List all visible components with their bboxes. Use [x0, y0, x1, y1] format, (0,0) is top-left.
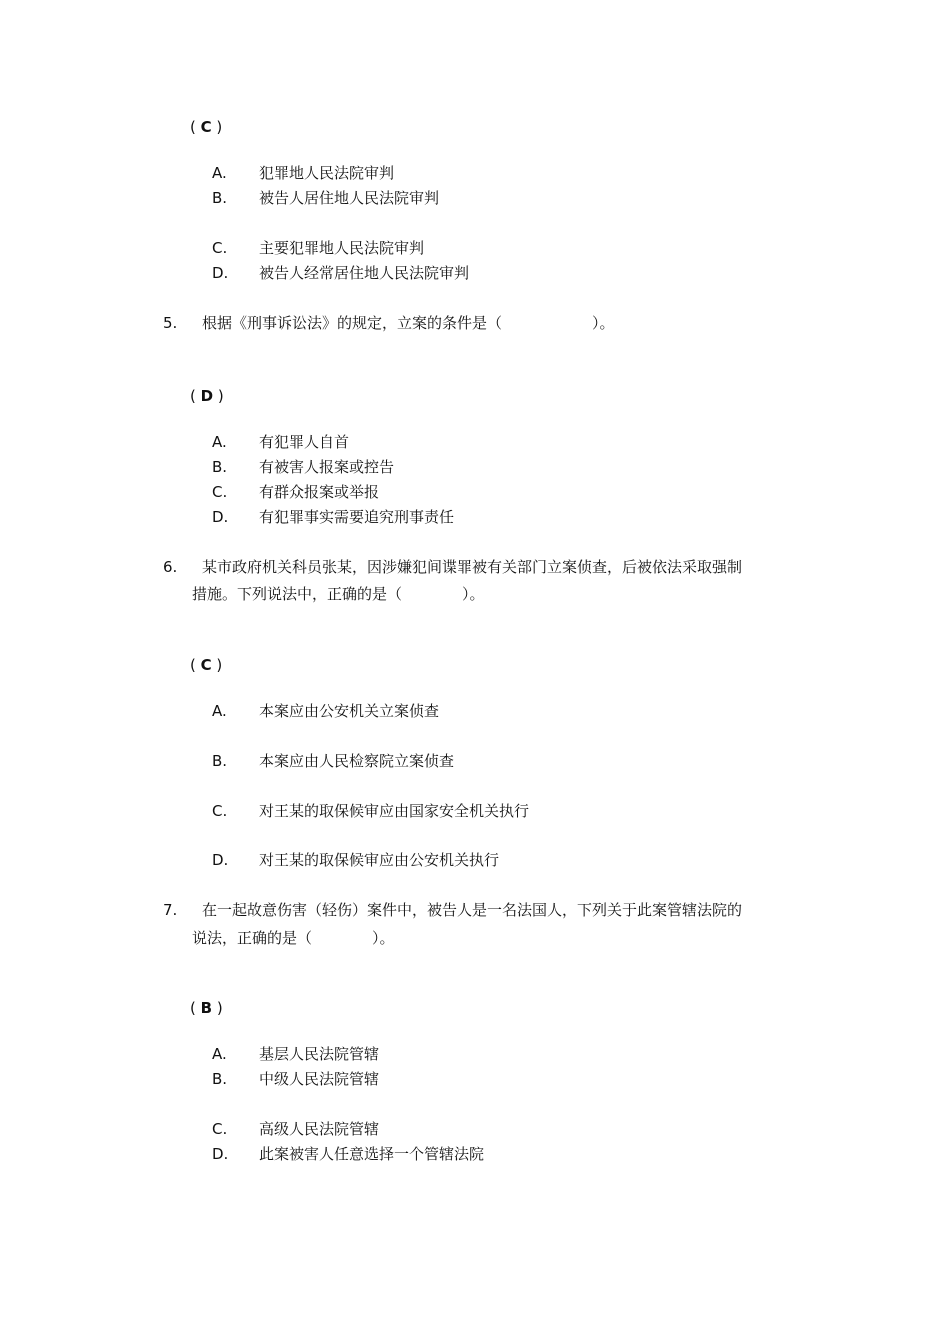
option-letter: A. [212, 433, 227, 451]
answer-line: ( C ) [190, 656, 223, 674]
option-text: 有犯罪人自首 [259, 433, 350, 451]
answer-value: B [200, 999, 213, 1017]
option-text: 高级人民法院管辖 [259, 1120, 380, 1138]
answer-line: ( C ) [190, 118, 223, 136]
option-letter: D. [212, 851, 229, 869]
answer-value: C [200, 118, 212, 136]
answer-line: ( B ) [190, 999, 223, 1017]
option-letter: B. [212, 752, 228, 770]
question-number: 6. [163, 558, 178, 576]
option-text: 被告人经常居住地人民法院审判 [259, 264, 470, 282]
question-text: 某市政府机关科员张某，因涉嫌犯间谍罪被有关部门立案侦查，后被依法采取强制 [202, 558, 743, 576]
answer-line: ( D ) [190, 387, 224, 405]
option-letter: C. [212, 483, 228, 501]
question-text: 根据《刑事诉讼法》的规定，立案的条件是（ ）。 [202, 314, 615, 332]
question-text: 在一起故意伤害（轻伤）案件中，被告人是一名法国人，下列关于此案管辖法院的 [202, 901, 743, 919]
question-text-continued: 措施。下列说法中，正确的是（ ）。 [192, 585, 485, 603]
option-text: 有群众报案或举报 [259, 483, 380, 501]
option-letter: D. [212, 1145, 229, 1163]
question-number: 5. [163, 314, 178, 332]
answer-value: C [200, 656, 212, 674]
question-number: 7. [163, 901, 178, 919]
option-letter: C. [212, 239, 228, 257]
option-letter: C. [212, 802, 228, 820]
option-letter: B. [212, 458, 228, 476]
option-text: 本案应由人民检察院立案侦查 [259, 752, 455, 770]
option-letter: C. [212, 1120, 228, 1138]
option-letter: A. [212, 702, 227, 720]
question-text-continued: 说法，正确的是（ ）。 [192, 929, 395, 947]
option-letter: D. [212, 264, 229, 282]
option-text: 有犯罪事实需要追究刑事责任 [259, 508, 455, 526]
option-text: 此案被害人任意选择一个管辖法院 [259, 1145, 485, 1163]
option-text: 对王某的取保候审应由公安机关执行 [259, 851, 500, 869]
option-text: 本案应由公安机关立案侦查 [259, 702, 440, 720]
option-text: 犯罪地人民法院审判 [259, 164, 395, 182]
option-letter: B. [212, 189, 228, 207]
option-letter: B. [212, 1070, 228, 1088]
option-text: 有被害人报案或控告 [259, 458, 395, 476]
option-text: 中级人民法院管辖 [259, 1070, 380, 1088]
option-text: 主要犯罪地人民法院审判 [259, 239, 425, 257]
option-text: 被告人居住地人民法院审判 [259, 189, 440, 207]
option-text: 对王某的取保候审应由国家安全机关执行 [259, 802, 530, 820]
option-letter: A. [212, 164, 227, 182]
option-letter: D. [212, 508, 229, 526]
option-text: 基层人民法院管辖 [259, 1045, 380, 1063]
answer-value: D [200, 387, 214, 405]
option-letter: A. [212, 1045, 227, 1063]
